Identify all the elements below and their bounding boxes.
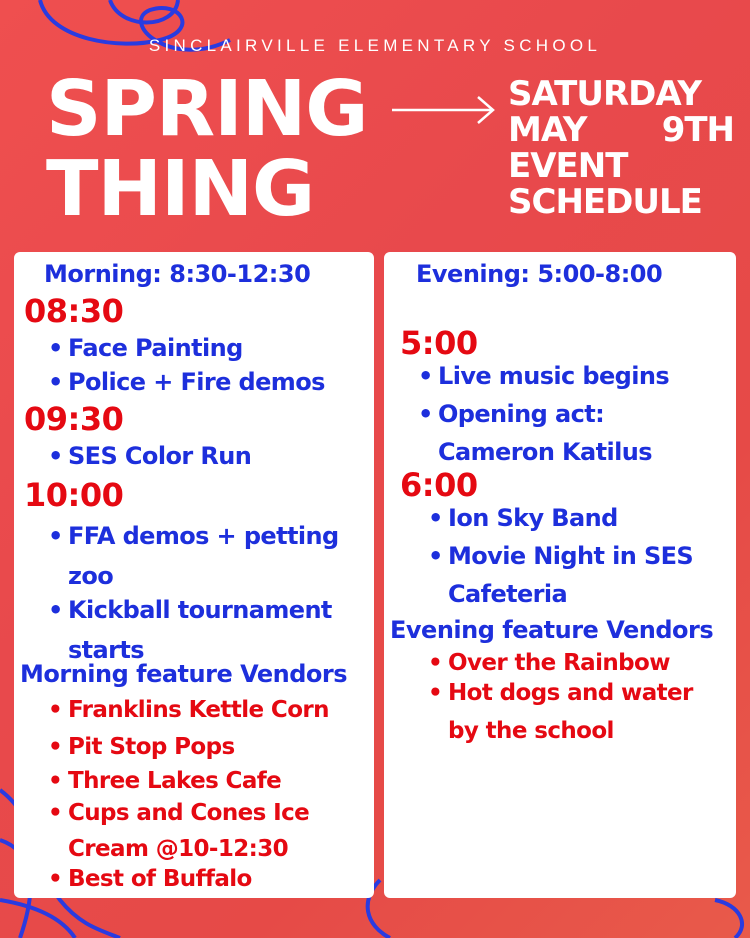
evening-time-500: 5:00 <box>400 324 478 362</box>
morning-panel <box>14 252 374 898</box>
vendor-item: • Three Lakes Cafe <box>48 768 282 794</box>
vendor-item: • Cups and Cones Ice <box>48 800 310 826</box>
list-item-continuation: Cafeteria <box>448 580 568 608</box>
list-item: • Ion Sky Band <box>428 504 618 532</box>
morning-time-0830: 08:30 <box>24 292 124 330</box>
list-item-continuation: starts <box>68 636 144 664</box>
event-date <box>508 76 743 220</box>
arrow-right-icon <box>390 95 500 125</box>
title-line-1: SPRING <box>46 65 368 154</box>
list-item: • Police + Fire demos <box>48 368 325 396</box>
list-item: • Live music begins <box>418 362 670 390</box>
list-item: • FFA demos + petting <box>48 522 339 550</box>
evening-heading: Evening: 5:00-8:00 <box>416 260 663 288</box>
list-item-continuation: Cameron Katilus <box>438 438 652 466</box>
vendor-item-continuation: Cream @10-12:30 <box>68 836 289 862</box>
list-item: • SES Color Run <box>48 442 252 470</box>
vendor-item: • Hot dogs and water <box>428 680 693 706</box>
morning-vendors-heading: Morning feature Vendors <box>20 660 347 688</box>
date-schedule: SCHEDULE <box>508 182 702 222</box>
date-weekday: SATURDAY <box>508 74 702 114</box>
vendor-item: • Pit Stop Pops <box>48 734 235 760</box>
event-title <box>46 65 368 234</box>
date-month: MAY <box>508 110 587 150</box>
morning-time-1000: 10:00 <box>24 476 124 514</box>
morning-time-0930: 09:30 <box>24 400 124 438</box>
list-item: • Movie Night in SES <box>428 542 694 570</box>
date-event: EVENT <box>508 146 628 186</box>
evening-panel <box>384 252 736 898</box>
date-day: 9TH <box>661 110 734 150</box>
vendor-item: • Over the Rainbow <box>428 650 670 676</box>
list-item: • Face Painting <box>48 334 243 362</box>
list-item: • Opening act: <box>418 400 605 428</box>
evening-vendors-heading: Evening feature Vendors <box>390 616 714 644</box>
title-line-2: THING <box>46 145 315 234</box>
school-name: SINCLAIRVILLE ELEMENTARY SCHOOL <box>148 36 602 55</box>
list-item: • Kickball tournament <box>48 596 332 624</box>
vendor-item: • Franklins Kettle Corn <box>48 697 329 723</box>
evening-time-600: 6:00 <box>400 466 478 504</box>
morning-heading: Morning: 8:30-12:30 <box>44 260 311 288</box>
list-item-continuation: zoo <box>68 562 114 590</box>
vendor-item-continuation: by the school <box>448 718 614 744</box>
vendor-item: • Best of Buffalo <box>48 866 252 892</box>
